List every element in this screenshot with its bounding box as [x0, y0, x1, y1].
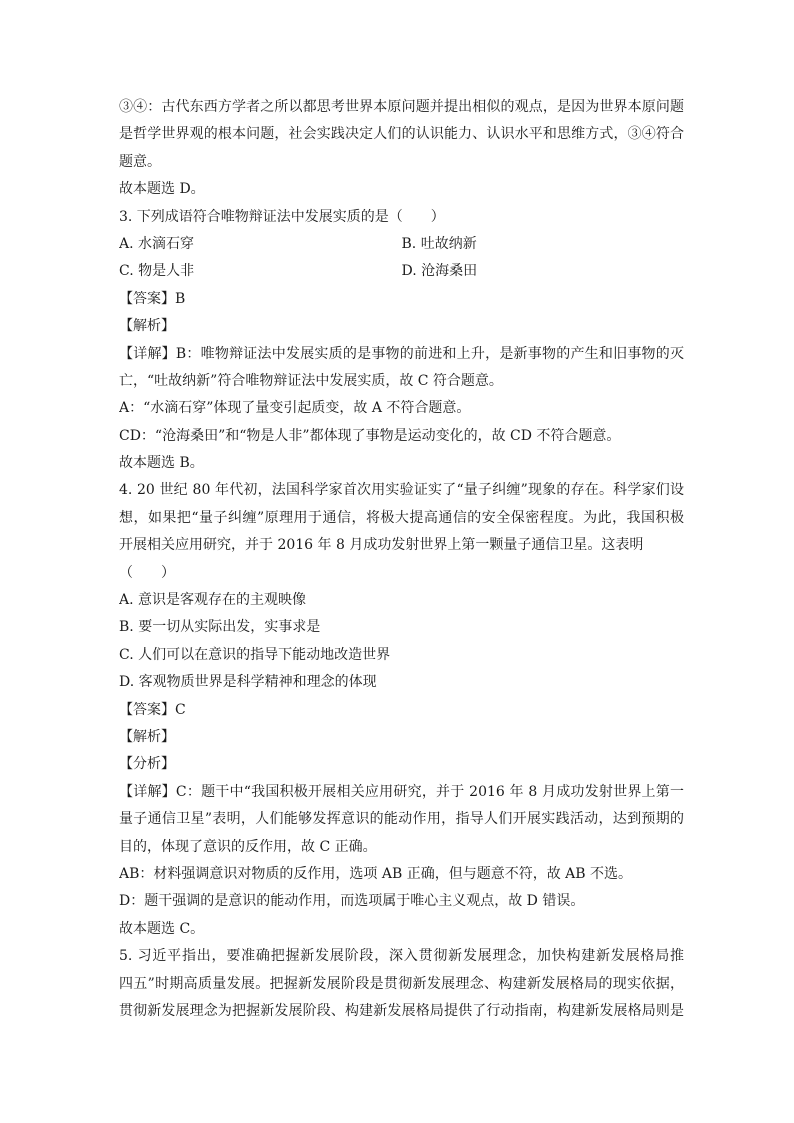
q3-detail-line: [119, 341, 684, 368]
q3-conclusion: 故本题选 B。: [119, 455, 204, 472]
answer-value: C: [175, 701, 186, 718]
q4-stem-line: 4. 20 世纪 80 年代初，法国科学家首次用实验证实了“量子纠缠”现象的存在。科学家们设: [119, 482, 684, 499]
q4-stem-line: 想，如果把“量子纠缠”原理用于通信，将极大提高通信的安全保密程度。为此，我国积极: [119, 509, 684, 526]
q4-option: B. 要一切从实际出发，实事求是: [119, 619, 321, 636]
q3-stem: 3. 下列成语符合唯物辩证法中发展实质的是（ ）: [119, 208, 445, 225]
q5-stem-line: 贯彻新发展理念为把握新发展阶段、构建新发展格局提供了行动指南，构建新发展格局则是: [119, 1002, 684, 1019]
page-content: [119, 94, 684, 1025]
answer-value: B: [175, 290, 186, 307]
q4-option: C. 人们可以在意识的指导下能动地改造世界: [119, 646, 391, 663]
q5-stem-line: 5. 习近平指出，要准确把握新发展阶段，深入贯彻新发展理念，加快构建新发展格局推: [119, 948, 684, 965]
q3-option-d: D. 沧海桑田: [401, 263, 478, 280]
q2-conclusion: 故本题选 D。: [119, 181, 205, 198]
q5-stem-line: 四五”时期高质量发展。把握新发展阶段是贯彻新发展理念、构建新发展格局的现实依据，: [119, 975, 684, 992]
q3-extra-line: A：“水滴石穿”体现了量变引起质变，故 A 不符合题意。: [119, 400, 471, 417]
q4-extra-line: AB：材料强调意识对物质的反作用，选项 AB 正确，但与题意不符，故 AB 不选。: [119, 865, 632, 882]
q3-option-a: A. 水滴石穿: [119, 235, 195, 252]
q3-options-row-1: [119, 231, 684, 258]
q3-extra-line: CD：“沧海桑田”和“物是人非”都体现了事物是运动变化的，故 CD 不符合题意。: [119, 427, 621, 444]
q4-extra-line: D：题干强调的是意识的能动作用，而选项属于唯心主义观点，故 D 错误。: [119, 893, 585, 910]
q3-options-row-2: [119, 258, 684, 285]
q4-detail-line: [119, 779, 684, 806]
q4-fenxi-tag: 【分析】: [119, 756, 175, 773]
q4-conclusion: 故本题选 C。: [119, 920, 205, 937]
detail-tag: 【详解】: [119, 783, 176, 800]
q4-analysis-tag: 【解析】: [119, 728, 175, 745]
q4-stem-line: 开展相关应用研究，并于 2016 年 8 月成功发射世界上第一颗量子通信卫星。这表明: [119, 537, 644, 554]
q4-answer: [119, 697, 684, 724]
q4-option: D. 客观物质世界是科学精神和理念的体现: [119, 674, 377, 691]
q2-analysis-line: ③④：古代东西方学者之所以都思考世界本原问题并提出相似的观点，是因为世界本原问题: [119, 99, 684, 115]
q3-answer: [119, 286, 684, 313]
q4-detail-line: 目的，体现了意识的反作用，故 C 正确。: [119, 838, 377, 855]
detail-tag: 【详解】: [119, 345, 176, 362]
q2-analysis-line: 题意。: [119, 153, 161, 170]
q4-option: A. 意识是客观存在的主观映像: [119, 592, 307, 609]
q3-option-c: C. 物是人非: [119, 263, 195, 280]
q3-analysis-tag: 【解析】: [119, 318, 175, 335]
detail-text: C：题干中“我国积极开展相关应用研究，并于 2016 年 8 月成功发射世界上第一: [175, 783, 684, 800]
detail-text: B：唯物辩证法中发展实质的是事物的前进和上升，是新事物的产生和旧事物的灭: [175, 345, 684, 362]
q3-detail-line: 亡，“吐故纳新”符合唯物辩证法中发展实质，故 C 符合题意。: [119, 372, 503, 389]
q4-bracket: （ ）: [119, 564, 175, 581]
q4-detail-line: 量子通信卫星”表明，人们能够发挥意识的能动作用，指导人们开展实践活动，达到预期的: [119, 811, 684, 828]
q3-option-b: B. 吐故纳新: [401, 235, 477, 252]
answer-tag: 【答案】: [119, 701, 175, 718]
answer-tag: 【答案】: [119, 290, 175, 307]
q2-analysis-line: 是哲学世界观的根本问题，社会实践决定人们的认识能力、认识水平和思维方式，③④符合: [119, 126, 684, 143]
